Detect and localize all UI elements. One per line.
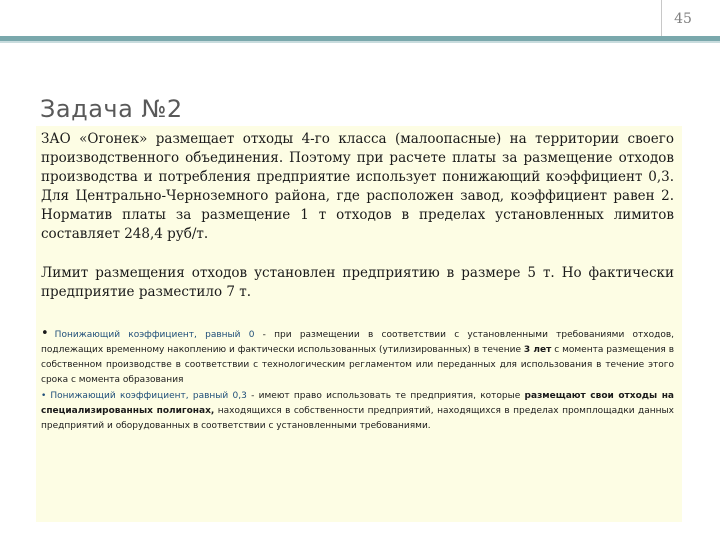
note-coefficient-0-3: [41, 389, 674, 434]
note-bold: размещают свои отходы на специализированных полигонах,: [41, 391, 674, 416]
note-lead: Понижающий коэффициент, равный 0: [54, 330, 255, 340]
note-text: - имеют право использовать те предприятия, которые: [246, 391, 525, 401]
note-coefficient-0: [41, 326, 674, 388]
slide-header-bar: [0, 0, 720, 36]
note-text: находящихся в собственности предприятий, находящихся в пределах промплощадки данных предприятий и оборудованных в соответствии с установленными требованиями.: [41, 406, 674, 431]
note-text: - при размещении в соответствии с установленными требованиями отходов, подлежащих временному накоплению и фактически использованных (утилизированных) в течение: [41, 330, 674, 355]
page-number: 45: [674, 11, 692, 27]
bullet-icon: •: [41, 326, 49, 341]
slide-title: Задача №2: [40, 95, 183, 123]
bullet-icon: •: [41, 391, 47, 401]
header-divider: [661, 0, 662, 36]
note-text: с момента размещения в собственном производстве в соответствии с технологическим регламентом или переданных для использования в течение этого срока с момента образования: [41, 345, 674, 385]
notes-section: [41, 326, 674, 434]
note-lead: Понижающий коэффициент, равный 0,3: [50, 391, 247, 401]
problem-paragraph-1: ЗАО «Огонек» размещает отходы 4-го класса (малоопасные) на территории своего производственного объединения. Поэтому при расчете платы за размещение отходов производства и потребления предприятие использует понижающий коэффициент 0,3. Для Центрально-Черноземного района, где расположен завод, коэффициент равен 2. Норматив платы за размещение 1 т отходов в пределах установленных лимитов составляет 248,4 руб/т.: [41, 131, 674, 242]
header-stripe-light: [0, 41, 720, 43]
note-bold: 3 лет: [523, 345, 552, 355]
problem-paragraph-2: Лимит размещения отходов установлен предприятию в размере 5 т. Но фактически предприятие разместило 7 т.: [41, 265, 674, 300]
content-box: [36, 126, 682, 522]
